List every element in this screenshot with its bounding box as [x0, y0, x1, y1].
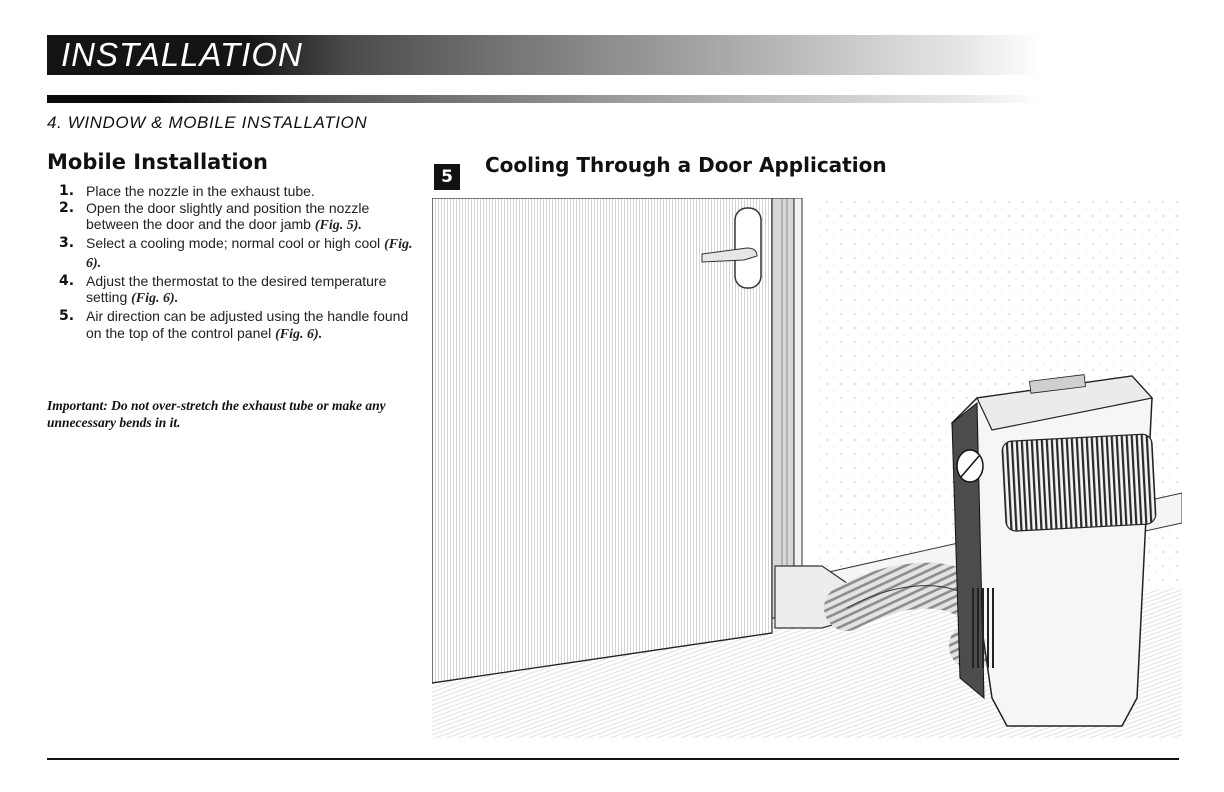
- step-text: Open the door slightly and position the nozzle between the door and the door jamb: [86, 199, 370, 233]
- step-number: 2.: [59, 199, 75, 216]
- header-rule: [47, 95, 1042, 103]
- figure-heading: Cooling Through a Door Application: [485, 153, 887, 177]
- fig-reference: (Fig. 6).: [131, 291, 179, 307]
- mobile-installation-heading: Mobile Installation: [47, 150, 268, 174]
- step-number: 1.: [59, 183, 75, 199]
- step-text: Place the nozzle in the exhaust tube.: [86, 183, 315, 199]
- step-text: Select a cooling mode; normal cool or high cool: [86, 235, 381, 252]
- fig-reference: (Fig. 5).: [314, 218, 362, 234]
- fig-reference: (Fig. 6).: [275, 326, 323, 342]
- installation-steps: [59, 183, 419, 343]
- step-item: [59, 235, 419, 272]
- step-number: 3.: [59, 235, 75, 252]
- door-panel: [432, 198, 772, 683]
- door-jamb: [772, 198, 794, 618]
- footer-rule: [47, 758, 1179, 760]
- step-text: Adjust the thermostat to the desired temperature setting: [86, 272, 387, 306]
- portable-air-conditioner: [952, 375, 1156, 726]
- figure-number-badge: 5: [434, 164, 460, 190]
- header-banner: [47, 35, 1042, 75]
- step-number: 5.: [59, 307, 75, 324]
- fig-reference: (Fig. 6).: [86, 237, 413, 271]
- jamb-trim: [794, 198, 802, 613]
- step-number: 4.: [59, 272, 75, 289]
- section-title: 4. WINDOW & MOBILE INSTALLATION: [47, 113, 368, 132]
- important-note: Important: Do not over-stretch the exhaust tube or make any unnecessary bends in it.: [47, 398, 386, 430]
- door-application-illustration: [432, 198, 1182, 738]
- step-text: Air direction can be adjusted using the handle found on the top of the control panel: [86, 307, 409, 341]
- banner-title: INSTALLATION: [61, 36, 303, 73]
- step-item: [59, 273, 419, 308]
- step-item: [59, 308, 419, 343]
- step-item: [59, 183, 419, 200]
- step-item: [59, 200, 419, 235]
- air-grille: [1002, 434, 1157, 532]
